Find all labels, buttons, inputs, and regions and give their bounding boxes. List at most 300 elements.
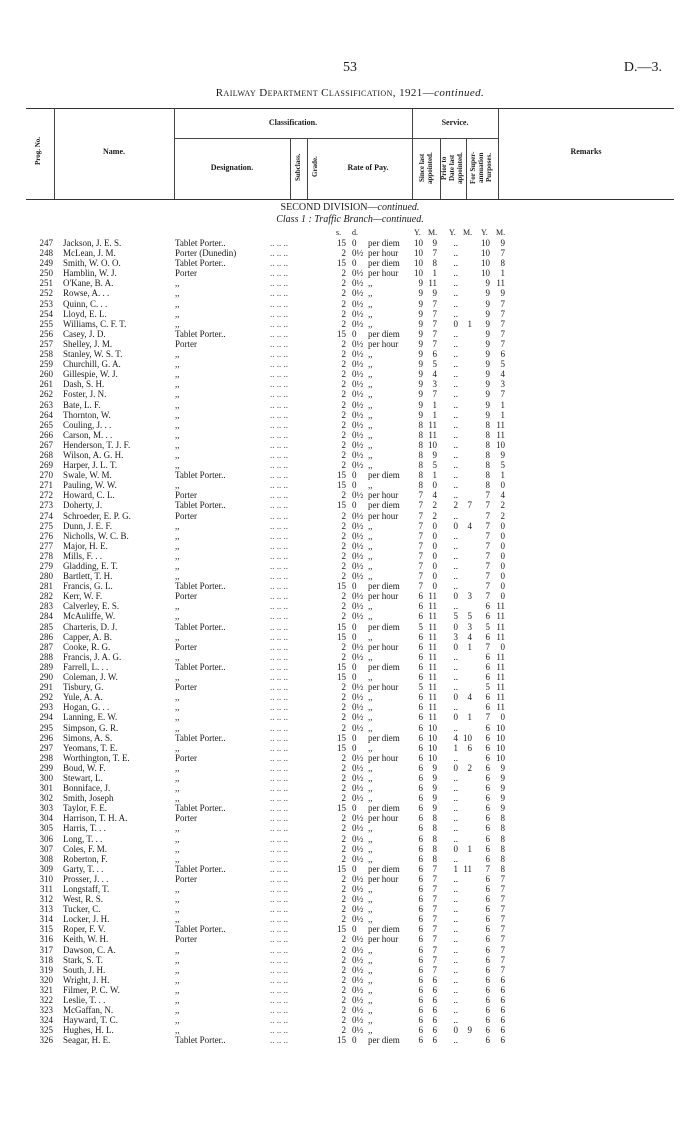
super-years: 9 xyxy=(485,399,490,410)
since-months: 11 xyxy=(428,591,437,602)
since-years: 6 xyxy=(418,944,423,955)
dot-leader: .. .. .. xyxy=(270,823,288,834)
table-row xyxy=(0,773,700,783)
pay-pence: 0½ xyxy=(352,369,364,380)
super-months: 1 xyxy=(500,470,505,481)
since-years: 6 xyxy=(418,974,423,985)
prior-years: 1 xyxy=(453,863,458,874)
class-branch: Branch—continued. xyxy=(343,214,424,225)
since-months: 11 xyxy=(428,429,437,440)
pay-shillings: 15 xyxy=(337,732,346,743)
since-months: 3 xyxy=(432,379,437,390)
pay-period: per diem xyxy=(368,732,400,743)
since-months: 9 xyxy=(432,803,437,814)
since-months: 0 xyxy=(432,550,437,561)
since-years: 9 xyxy=(418,399,423,410)
staff-name: Carson, M. . . xyxy=(63,429,113,440)
super-years: 7 xyxy=(485,641,490,652)
pay-pence: 0½ xyxy=(352,1005,364,1016)
since-years: 6 xyxy=(418,843,423,854)
col-since-last: Since last appointed. xyxy=(418,152,434,184)
designation: ,, xyxy=(175,540,180,551)
super-months: 11 xyxy=(496,429,505,440)
pay-period: ,, xyxy=(368,349,373,360)
table-row xyxy=(0,561,700,571)
table-row xyxy=(0,268,700,278)
pay-shillings: 2 xyxy=(341,338,346,349)
since-years: 6 xyxy=(418,591,423,602)
table-row xyxy=(0,601,700,611)
since-months: 7 xyxy=(432,863,437,874)
prog-no: 261 xyxy=(39,379,53,390)
prog-no: 288 xyxy=(39,651,53,662)
designation: Porter xyxy=(175,934,197,945)
table-row xyxy=(0,531,700,541)
prior-years: .. xyxy=(453,359,458,370)
prog-no: 317 xyxy=(39,944,53,955)
since-months: 1 xyxy=(432,268,437,279)
super-months: 11 xyxy=(496,601,505,612)
dot-leader: .. .. .. xyxy=(270,843,288,854)
dot-leader: .. .. .. xyxy=(270,813,288,824)
super-months: 0 xyxy=(500,550,505,561)
prog-no: 251 xyxy=(39,278,53,289)
designation: ,, xyxy=(175,894,180,905)
dot-leader: .. .. .. xyxy=(270,833,288,844)
table-row xyxy=(0,945,700,955)
super-years: 8 xyxy=(485,429,490,440)
staff-name: Garty, T. . . xyxy=(63,863,104,874)
super-years: 6 xyxy=(485,813,490,824)
super-years: 6 xyxy=(485,934,490,945)
dot-leader: .. .. .. xyxy=(270,904,288,915)
dot-leader: .. .. .. xyxy=(270,278,288,289)
staff-table-body xyxy=(0,238,700,1046)
since-months: 8 xyxy=(432,258,437,269)
designation: ,, xyxy=(175,783,180,794)
prior-years: 0 xyxy=(453,591,458,602)
since-months: 5 xyxy=(432,460,437,471)
staff-name: Charteris, D. J. xyxy=(63,621,118,632)
since-months: 8 xyxy=(432,853,437,864)
since-years: 6 xyxy=(418,914,423,925)
dot-leader: .. .. .. xyxy=(270,500,288,511)
prior-years: .. xyxy=(453,813,458,824)
since-years: 6 xyxy=(418,762,423,773)
super-years: 6 xyxy=(485,984,490,995)
pay-shillings: 2 xyxy=(341,1005,346,1016)
pay-period: ,, xyxy=(368,651,373,662)
pay-shillings: 2 xyxy=(341,449,346,460)
table-row xyxy=(0,753,700,763)
super-years: 9 xyxy=(485,379,490,390)
super-years: 7 xyxy=(485,712,490,723)
table-row xyxy=(0,652,700,662)
prior-years: 0 xyxy=(453,520,458,531)
super-months: 8 xyxy=(500,863,505,874)
super-years: 6 xyxy=(485,651,490,662)
prior-years: .. xyxy=(453,439,458,450)
designation: ,, xyxy=(175,520,180,531)
designation: ,, xyxy=(175,702,180,713)
pay-period: ,, xyxy=(368,722,373,733)
since-years: 8 xyxy=(418,449,423,460)
pay-shillings: 2 xyxy=(341,561,346,571)
super-years: 6 xyxy=(485,793,490,804)
pay-shillings: 2 xyxy=(341,843,346,854)
table-row xyxy=(0,430,700,440)
super-months: 8 xyxy=(500,853,505,864)
table-row xyxy=(0,541,700,551)
designation: Porter xyxy=(175,268,197,279)
pay-pence: 0½ xyxy=(352,439,364,450)
designation: ,, xyxy=(175,561,180,571)
table-row xyxy=(0,783,700,793)
prior-years: .. xyxy=(453,1035,458,1046)
table-row xyxy=(0,581,700,591)
pay-pence: 0 xyxy=(352,500,357,511)
dot-leader: .. .. .. xyxy=(270,712,288,723)
pay-shillings: 15 xyxy=(337,328,346,339)
pay-shillings: 2 xyxy=(341,833,346,844)
super-months: 6 xyxy=(500,1005,505,1016)
dot-leader: .. .. .. xyxy=(270,692,288,703)
pay-shillings: 2 xyxy=(341,268,346,279)
super-months: 0 xyxy=(500,641,505,652)
pay-shillings: 2 xyxy=(341,359,346,370)
staff-name: Mills, F. . . xyxy=(63,550,103,561)
staff-name: Major, H. E. xyxy=(63,540,108,551)
super-years: 7 xyxy=(485,550,490,561)
dot-leader: .. .. .. xyxy=(270,238,288,248)
designation: ,, xyxy=(175,439,180,450)
prior-years: 0 xyxy=(453,692,458,703)
designation: ,, xyxy=(175,672,180,683)
title-main: Railway Department Classification, 1921— xyxy=(215,87,435,99)
since-months: 11 xyxy=(428,601,437,612)
since-years: 6 xyxy=(418,924,423,935)
designation: ,, xyxy=(175,318,180,329)
pay-period: per diem xyxy=(368,238,400,248)
super-months: 0 xyxy=(500,571,505,582)
designation: ,, xyxy=(175,611,180,622)
since-months: 9 xyxy=(432,772,437,783)
super-years: 9 xyxy=(485,288,490,299)
prog-no: 319 xyxy=(39,964,53,975)
pay-period: ,, xyxy=(368,884,373,894)
super-years: 6 xyxy=(485,601,490,612)
pay-period: ,, xyxy=(368,692,373,703)
prog-no: 291 xyxy=(39,682,53,693)
pay-shillings: 2 xyxy=(341,439,346,450)
super-years: 9 xyxy=(485,338,490,349)
prior-years: .. xyxy=(453,1005,458,1016)
col-divider xyxy=(290,138,291,199)
dot-leader: .. .. .. xyxy=(270,439,288,450)
since-years: 10 xyxy=(414,258,423,269)
pay-period: ,, xyxy=(368,550,373,561)
pay-shillings: 15 xyxy=(337,1035,346,1046)
table-row xyxy=(0,934,700,944)
since-years: 6 xyxy=(418,984,423,995)
pay-pence: 0½ xyxy=(352,248,364,259)
super-months: 9 xyxy=(500,288,505,299)
super-months: 7 xyxy=(500,318,505,329)
prior-years: .. xyxy=(453,338,458,349)
since-months: 7 xyxy=(432,338,437,349)
dot-leader: .. .. .. xyxy=(270,520,288,531)
pay-pence: 0½ xyxy=(352,429,364,440)
pay-pence: 0½ xyxy=(352,813,364,824)
super-years: 7 xyxy=(485,591,490,602)
super-months: 11 xyxy=(496,278,505,289)
super-years: 9 xyxy=(485,318,490,329)
since-years: 6 xyxy=(418,692,423,703)
super-months: 0 xyxy=(500,561,505,571)
since-years: 7 xyxy=(418,540,423,551)
super-months: 10 xyxy=(496,439,505,450)
table-row xyxy=(0,389,700,399)
prior-months: 1 xyxy=(467,843,472,854)
designation: ,, xyxy=(175,904,180,915)
pay-period: ,, xyxy=(368,439,373,450)
pay-pence: 0½ xyxy=(352,510,364,521)
since-months: 6 xyxy=(432,1025,437,1036)
col-prior-to: Prior to Date last appointed. xyxy=(440,152,464,184)
pay-pence: 0 xyxy=(352,924,357,935)
table-row xyxy=(0,319,700,329)
since-years: 6 xyxy=(418,833,423,844)
prog-no: 303 xyxy=(39,803,53,814)
super-years: 6 xyxy=(485,732,490,743)
staff-name: Tucker, C. xyxy=(63,904,101,915)
super-months: 5 xyxy=(500,359,505,370)
pay-period: ,, xyxy=(368,712,373,723)
staff-name: Rowse, A. . . xyxy=(63,288,110,299)
pay-shillings: 2 xyxy=(341,540,346,551)
table-row xyxy=(0,854,700,864)
super-months: 10 xyxy=(496,722,505,733)
since-months: 11 xyxy=(428,692,437,703)
prior-months: 2 xyxy=(467,762,472,773)
prior-years: .. xyxy=(453,793,458,804)
prior-months: 11 xyxy=(463,863,472,874)
pay-pence: 0½ xyxy=(352,520,364,531)
prior-years: 0 xyxy=(453,843,458,854)
pay-shillings: 15 xyxy=(337,238,346,248)
prior-years: .. xyxy=(453,752,458,763)
dot-leader: .. .. .. xyxy=(270,793,288,804)
table-row xyxy=(0,329,700,339)
pay-period: per hour xyxy=(368,813,399,824)
pay-period: ,, xyxy=(368,480,373,491)
pay-pence: 0½ xyxy=(352,278,364,289)
dot-leader: .. .. .. xyxy=(270,672,288,683)
designation: Porter xyxy=(175,641,197,652)
table-row xyxy=(0,743,700,753)
pay-pence: 0½ xyxy=(352,288,364,299)
prog-no: 282 xyxy=(39,591,53,602)
prog-no: 263 xyxy=(39,399,53,410)
table-row xyxy=(0,500,700,510)
table-row xyxy=(0,379,700,389)
prior-months: 5 xyxy=(467,611,472,622)
pay-pence: 0½ xyxy=(352,995,364,1006)
pay-period: per diem xyxy=(368,328,400,339)
pay-shillings: 2 xyxy=(341,611,346,622)
pay-period: ,, xyxy=(368,389,373,400)
prog-no: 273 xyxy=(39,500,53,511)
super-years: 6 xyxy=(485,833,490,844)
pay-pence: 0½ xyxy=(352,762,364,773)
prog-no: 314 xyxy=(39,914,53,925)
pay-pence: 0 xyxy=(352,328,357,339)
pay-shillings: 15 xyxy=(337,581,346,592)
since-years: 6 xyxy=(418,964,423,975)
staff-name: Keith, W. H. xyxy=(63,934,109,945)
super-months: 0 xyxy=(500,540,505,551)
since-years: 8 xyxy=(418,439,423,450)
since-years: 7 xyxy=(418,500,423,511)
staff-name: Yule, A. A. xyxy=(63,692,103,703)
designation: ,, xyxy=(175,298,180,309)
table-row xyxy=(0,571,700,581)
pay-pence: 0½ xyxy=(352,449,364,460)
super-months: 8 xyxy=(500,843,505,854)
prior-years: 0 xyxy=(453,318,458,329)
since-years: 7 xyxy=(418,550,423,561)
super-years: 7 xyxy=(485,581,490,592)
prior-years: .. xyxy=(453,258,458,269)
dot-leader: .. .. .. xyxy=(270,550,288,561)
table-row xyxy=(0,733,700,743)
since-years: 6 xyxy=(418,641,423,652)
pay-period: per hour xyxy=(368,268,399,279)
pay-period: ,, xyxy=(368,1025,373,1036)
prior-years: .. xyxy=(453,550,458,561)
prog-no: 312 xyxy=(39,894,53,905)
pay-shillings: 15 xyxy=(337,500,346,511)
prior-months: 1 xyxy=(467,641,472,652)
pay-period: per hour xyxy=(368,510,399,521)
pay-period: ,, xyxy=(368,631,373,642)
prog-no: 320 xyxy=(39,974,53,985)
since-years: 6 xyxy=(418,884,423,894)
pay-period: ,, xyxy=(368,460,373,471)
pay-period: per hour xyxy=(368,752,399,763)
prog-no: 256 xyxy=(39,328,53,339)
since-years: 6 xyxy=(418,611,423,622)
super-years: 7 xyxy=(485,540,490,551)
pay-pence: 0½ xyxy=(352,611,364,622)
super-years: 9 xyxy=(485,349,490,360)
prior-years: 0 xyxy=(453,621,458,632)
staff-name: Smith, W. O. O. xyxy=(63,258,121,269)
super-years: 10 xyxy=(481,258,490,269)
prog-no: 305 xyxy=(39,823,53,834)
prog-no: 267 xyxy=(39,439,53,450)
super-months: 10 xyxy=(496,752,505,763)
pay-shillings: 2 xyxy=(341,520,346,531)
since-months: 11 xyxy=(428,419,437,430)
prog-no: 290 xyxy=(39,672,53,683)
pay-pence: 0½ xyxy=(352,873,364,884)
pay-pence: 0½ xyxy=(352,571,364,582)
super-years: 8 xyxy=(485,470,490,481)
pay-shillings: 2 xyxy=(341,510,346,521)
prior-years: .. xyxy=(453,308,458,319)
prior-years: .. xyxy=(453,379,458,390)
since-months: 8 xyxy=(432,823,437,834)
super-months: 7 xyxy=(500,894,505,905)
col-rate-of-pay: Rate of Pay. xyxy=(347,163,389,172)
since-years: 6 xyxy=(418,742,423,753)
since-months: 4 xyxy=(432,369,437,380)
prog-no: 308 xyxy=(39,853,53,864)
designation: ,, xyxy=(175,793,180,804)
prior-years: .. xyxy=(453,853,458,864)
pay-period: per hour xyxy=(368,248,399,259)
prior-years: .. xyxy=(453,409,458,420)
designation: ,, xyxy=(175,278,180,289)
prior-years: .. xyxy=(453,288,458,299)
pay-shillings: 2 xyxy=(341,288,346,299)
since-months: 7 xyxy=(432,914,437,925)
since-years: 6 xyxy=(418,954,423,965)
dot-leader: .. .. .. xyxy=(270,661,288,672)
table-row xyxy=(0,874,700,884)
pay-shillings: 2 xyxy=(341,460,346,471)
pay-pence: 0½ xyxy=(352,712,364,723)
staff-name: Boud, W. F. xyxy=(63,762,106,773)
since-months: 6 xyxy=(432,1035,437,1046)
super-months: 0 xyxy=(500,591,505,602)
prog-no: 250 xyxy=(39,268,53,279)
pay-pence: 0 xyxy=(352,1035,357,1046)
staff-name: Bonniface, J. xyxy=(63,783,111,794)
pay-period: ,, xyxy=(368,843,373,854)
designation: ,, xyxy=(175,944,180,955)
prior-months: 4 xyxy=(467,692,472,703)
dot-leader: .. .. .. xyxy=(270,460,288,471)
pay-shillings: 2 xyxy=(341,682,346,693)
prior-years: .. xyxy=(453,540,458,551)
table-header xyxy=(26,108,674,200)
staff-name: Coles, F. M. xyxy=(63,843,108,854)
table-row xyxy=(0,480,700,490)
since-years: 9 xyxy=(418,278,423,289)
staff-name: Dawson, C. A. xyxy=(63,944,116,955)
prog-no: 265 xyxy=(39,419,53,430)
staff-name: Schroeder, E. P. G. xyxy=(63,510,131,521)
staff-name: Harris, T. . . xyxy=(63,823,106,834)
since-months: 7 xyxy=(432,964,437,975)
prior-years: .. xyxy=(453,419,458,430)
prior-years: .. xyxy=(453,460,458,471)
prog-no: 299 xyxy=(39,762,53,773)
pay-period: per hour xyxy=(368,934,399,945)
since-months: 11 xyxy=(428,631,437,642)
since-years: 8 xyxy=(418,460,423,471)
since-years: 7 xyxy=(418,581,423,592)
dot-leader: .. .. .. xyxy=(270,873,288,884)
super-years: 9 xyxy=(485,389,490,400)
since-months: 6 xyxy=(432,1015,437,1026)
designation: ,, xyxy=(175,823,180,834)
pay-period: ,, xyxy=(368,742,373,753)
prog-no: 274 xyxy=(39,510,53,521)
table-row xyxy=(0,712,700,722)
